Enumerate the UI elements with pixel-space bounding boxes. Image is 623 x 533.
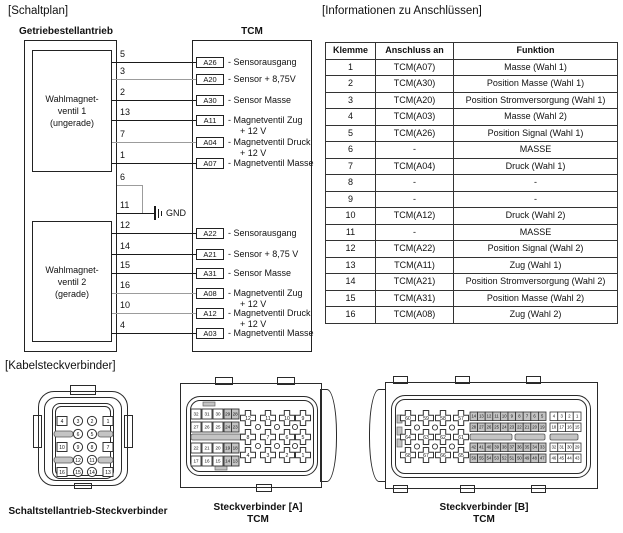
table-row [326,109,618,126]
pin-number-16: 16 [59,469,65,476]
klemme-cell: 5 [326,125,376,142]
pin-number-20: 20 [532,424,537,430]
pin-number-5: 5 [301,434,305,441]
klemme-cell: 9 [326,191,376,208]
valve2-label-line2: ventil 2 [57,276,87,287]
pin-number-6: 6 [76,431,80,438]
tcm-pin-box-A21: A21 [196,249,224,260]
anschluss-cell: TCM(A20) [376,92,454,109]
pin-number-7: 7 [266,434,270,441]
pin-number-1: 1 [301,452,305,459]
pin-number-27: 27 [193,424,199,430]
table-header-row [326,43,618,60]
table-row [326,175,618,192]
pin-number-8: 8 [90,444,94,451]
gnd-wire-pin11 [117,213,154,214]
funktion-cell: Druck (Wahl 2) [454,208,618,225]
pin-number-32: 32 [193,411,199,417]
tcm-pin-label-A12: - Magnetventil Druck [228,308,311,318]
valve2-label-line3: (gerade) [54,288,90,299]
funktion-cell: Masse (Wahl 1) [454,59,618,76]
wire-pin-number-15: 15 [120,260,131,270]
pin-number-52: 52 [501,455,507,461]
table-row [326,208,618,225]
pin-number-16: 16 [204,458,210,464]
pin-number-42: 42 [471,444,477,450]
pin-number-11: 11 [265,415,271,422]
pin-number-60: 60 [405,415,411,422]
klemme-cell: 8 [326,175,376,192]
pin-number-19: 19 [225,445,231,451]
anschluss-cell: TCM(A04) [376,158,454,175]
pin-number-2: 2 [90,418,94,425]
pin-number-2: 2 [285,452,289,459]
klemme-cell: 10 [326,208,376,225]
pin-number-40: 40 [486,444,492,450]
pin-number-4: 4 [246,452,250,459]
pin-number-23: 23 [232,424,238,430]
pin-number-12: 12 [486,413,492,419]
pin-number-61: 61 [458,434,464,441]
wire-line-pin-16 [112,293,196,294]
pin-number-31: 31 [204,411,210,417]
pin-number-6: 6 [533,413,536,419]
connector1-label: Schaltstellantrieb-Steckverbinder [8,506,168,517]
pin-number-4: 4 [552,413,556,419]
funktion-cell: Masse (Wahl 2) [454,109,618,126]
pin-number-11: 11 [494,413,499,419]
pin-number-2: 2 [568,413,571,419]
anschluss-cell: TCM(A03) [376,109,454,126]
pin-number-62: 62 [440,434,446,441]
pin-number-20: 20 [215,445,221,451]
pin-number-32: 32 [551,444,557,450]
pin-number-58: 58 [440,415,446,422]
table-row [326,257,618,274]
pin-number-26: 26 [204,424,210,430]
wire-line-pin-13 [112,120,196,121]
pin-number-22: 22 [193,445,199,451]
pin-number-5: 5 [541,413,544,419]
pin-number-5: 5 [90,431,94,438]
anschluss-cell: TCM(A08) [376,307,454,324]
table-row [326,241,618,258]
tcm-pin-label2-A08: + 12 V [240,299,267,309]
wire-line-pin-1 [112,163,196,164]
anschluss-cell: TCM(A11) [376,257,454,274]
anschluss-cell: TCM(A30) [376,76,454,93]
table-row [326,76,618,93]
pin-number-25: 25 [494,424,499,430]
tcm-pin-label-A26: - Sensorausgang [228,57,297,67]
klemme-cell: 16 [326,307,376,324]
pin-number-55: 55 [479,455,484,461]
funktion-cell: Zug (Wahl 1) [454,257,618,274]
pin-number-41: 41 [479,444,484,450]
funktion-cell: Position Signal (Wahl 2) [454,241,618,258]
pin-number-68: 68 [405,452,411,459]
anschluss-cell: - [376,191,454,208]
connector-a-label: Steckverbinder [A] [213,502,303,513]
gnd-wire-pin6 [117,185,143,186]
table-col-header: Anschluss an [376,43,454,60]
anschluss-cell: TCM(A26) [376,125,454,142]
klemme-cell: 1 [326,59,376,76]
anschluss-cell: - [376,224,454,241]
pin-number-8: 8 [246,434,250,441]
table-row [326,158,618,175]
funktion-cell: Position Stromversorgung (Wahl 1) [454,92,618,109]
connector-a-pin-grid [190,400,314,472]
anschluss-cell: TCM(A07) [376,59,454,76]
tcm-pin-label-A04: - Magnetventil Druck [228,137,311,147]
pin-number-34: 34 [532,444,537,450]
tcm-pin-box-A11: A11 [196,115,224,126]
pin-number-14: 14 [225,458,231,464]
pin-number-66: 66 [440,452,446,459]
funktion-cell: Position Masse (Wahl 1) [454,76,618,93]
table-row [326,274,618,291]
wire-line-pin-14 [112,254,196,255]
pin-number-43: 43 [574,455,580,461]
tcm-pin-box-A26: A26 [196,57,224,68]
pin-number-37: 37 [509,444,515,450]
funktion-cell: - [454,191,618,208]
pin-number-13: 13 [232,458,238,464]
tcm-pin-label-A30: - Sensor Masse [228,95,292,105]
tcm-pin-label-A20: - Sensor + 8,75V [228,74,296,84]
pin-number-38: 38 [501,444,507,450]
tcm-pin-label-A11: - Magnetventil Zug [228,115,303,125]
pin-number-18: 18 [232,445,238,451]
funktion-cell: Position Masse (Wahl 2) [454,290,618,307]
tcm-title: TCM [241,26,263,37]
anschluss-cell: TCM(A21) [376,274,454,291]
pin-number-57: 57 [458,415,464,422]
tcm-pin-box-A07: A07 [196,158,224,169]
wire-line-pin-7 [112,142,196,143]
pin-number-16: 16 [567,424,572,430]
table-row [326,142,618,159]
tcm-pin-label2-A11: + 12 V [240,126,267,136]
valve1-label-line2: ventil 1 [57,106,87,116]
table-row [326,224,618,241]
pin-number-26: 26 [486,424,492,430]
connector-b-flange [369,389,386,482]
klemme-cell: 12 [326,241,376,258]
pin-number-33: 33 [539,444,545,450]
pin-number-49: 49 [524,455,530,461]
pin-number-46: 46 [551,455,557,461]
pin-number-44: 44 [567,455,572,461]
ground-icon-bar3 [161,211,162,216]
pin-number-54: 54 [486,455,492,461]
pin-number-28: 28 [471,424,477,430]
pin-number-7: 7 [525,413,529,419]
funktion-cell: Position Signal (Wahl 1) [454,125,618,142]
gnd-pin-number-bottom: 11 [120,200,130,210]
pin-number-64: 64 [405,434,411,441]
wire-line-pin-4 [112,333,196,334]
pin-number-27: 27 [479,424,484,430]
pin-number-30: 30 [215,411,221,417]
anschluss-cell: - [376,142,454,159]
ground-icon-bar2 [158,209,159,218]
pin-number-65: 65 [458,452,464,459]
pin-number-24: 24 [225,424,231,430]
pin-number-51: 51 [509,455,515,461]
gnd-pin-number-top: 6 [120,172,126,182]
tcm-pin-label-A08: - Magnetventil Zug [228,288,303,298]
pin-number-28: 28 [232,411,238,417]
tcm-pin-label2-A12: + 12 V [240,319,267,329]
table-col-header: Klemme [326,43,376,60]
tcm-pin-label-A07: - Magnetventil Masse [228,158,314,168]
anschluss-cell: TCM(A31) [376,290,454,307]
wire-pin-number-2: 2 [120,87,126,97]
klemme-cell: 15 [326,290,376,307]
tcm-pin-box-A20: A20 [196,74,224,85]
pin-number-56: 56 [471,455,477,461]
table-row [326,307,618,324]
pin-number-31: 31 [559,444,564,450]
pin-number-13: 13 [105,469,111,476]
klemme-cell: 7 [326,158,376,175]
pin-number-63: 63 [423,434,429,441]
wire-line-pin-5 [112,62,196,63]
funktion-cell: Zug (Wahl 2) [454,307,618,324]
anschluss-table [325,42,618,324]
tcm-pin-box-A08: A08 [196,288,224,299]
pin-number-11: 11 [89,457,95,464]
pin-number-6: 6 [285,434,289,441]
wire-pin-number-16: 16 [120,280,131,290]
wire-pin-number-7: 7 [120,129,126,139]
pin-number-15: 15 [574,424,580,430]
pin-number-12: 12 [245,415,251,422]
connector-a-flange [320,389,337,482]
pin-number-15: 15 [75,469,81,476]
valve2-label-line1: Wahlmagnet- [45,264,99,275]
klemme-cell: 13 [326,257,376,274]
klemme-cell: 4 [326,109,376,126]
pin-number-19: 19 [539,424,545,430]
pin-number-47: 47 [539,455,545,461]
pin-number-29: 29 [574,444,580,450]
pin-number-39: 39 [494,444,499,450]
pin-number-17: 17 [559,424,564,430]
pin-number-1: 1 [575,413,579,419]
anschluss-cell: - [376,175,454,192]
wire-line-pin-15 [112,273,196,274]
pin-number-7: 7 [106,444,110,451]
funktion-cell: - [454,175,618,192]
pin-number-17: 17 [193,458,199,464]
wire-line-pin-10 [112,313,196,314]
valve1-label-line3: (ungerade) [49,118,95,128]
pin-number-10: 10 [59,444,65,451]
anschluss-cell: TCM(A12) [376,208,454,225]
pin-number-1: 1 [106,418,110,425]
pin-number-3: 3 [560,413,563,419]
tcm-pin-label-A22: - Sensorausgang [228,228,297,238]
pin-number-59: 59 [423,415,429,422]
pin-number-14: 14 [471,413,477,419]
connector1-pin-grid [52,403,114,479]
kabelsteckverbinder-section-title: [Kabelsteckverbinder] [5,360,116,372]
table-row [326,191,618,208]
pin-number-10: 10 [284,415,290,422]
table-row [326,290,618,307]
klemme-cell: 11 [326,224,376,241]
pin-number-18: 18 [551,424,557,430]
pin-number-21: 21 [204,445,210,451]
pin-number-12: 12 [75,457,81,464]
table-row [326,125,618,142]
funktion-cell: Druck (Wahl 1) [454,158,618,175]
pin-number-4: 4 [60,418,64,425]
pin-number-3: 3 [76,418,80,425]
pin-number-50: 50 [517,455,522,461]
klemme-cell: 6 [326,142,376,159]
wire-pin-number-13: 13 [120,107,131,117]
table-row [326,59,618,76]
wire-pin-number-3: 3 [120,66,126,76]
pin-number-8: 8 [518,413,521,419]
pin-number-13: 13 [479,413,484,419]
valve1-box [32,50,112,172]
tcm-pin-label-A21: - Sensor + 8,75 V [228,249,299,259]
wire-line-pin-12 [112,233,196,234]
funktion-cell: MASSE [454,224,618,241]
tcm-pin-label-A03: - Magnetventil Masse [228,328,314,338]
ground-icon [154,206,156,220]
schaltplan-section-title: [Schaltplan] [8,5,69,17]
tcm-pin-box-A30: A30 [196,95,224,106]
wire-pin-number-5: 5 [120,49,126,59]
actuator-title: Getriebestellantrieb [19,26,113,37]
connector-a-sublabel: TCM [247,514,269,525]
pin-number-35: 35 [524,444,530,450]
tcm-pin-box-A03: A03 [196,328,224,339]
tcm-pin-box-A31: A31 [196,268,224,279]
pin-number-24: 24 [501,424,507,430]
anschluss-section-title: [Informationen zu Anschlüssen] [322,5,482,17]
valve1-label-line1: Wahlmagnet- [45,94,99,104]
wire-pin-number-1: 1 [120,150,126,160]
klemme-cell: 14 [326,274,376,291]
pin-number-9: 9 [510,413,513,419]
pin-number-36: 36 [517,444,522,450]
table-row [326,92,618,109]
funktion-cell: Position Stromversorgung (Wahl 2) [454,274,618,291]
klemme-cell: 3 [326,92,376,109]
pin-number-67: 67 [423,452,429,459]
wire-pin-number-14: 14 [120,241,131,251]
pin-number-53: 53 [494,455,499,461]
pin-number-23: 23 [509,424,515,430]
pin-number-22: 22 [517,424,522,430]
anschluss-cell: TCM(A22) [376,241,454,258]
pin-number-48: 48 [532,455,537,461]
klemme-cell: 2 [326,76,376,93]
table-col-header: Funktion [454,43,618,60]
connector-b-sublabel: TCM [473,514,495,525]
tcm-pin-box-A22: A22 [196,228,224,239]
wire-pin-number-10: 10 [120,300,131,310]
pin-number-45: 45 [559,455,564,461]
pin-number-30: 30 [567,444,572,450]
wire-pin-number-4: 4 [120,320,126,330]
wire-line-pin-3 [112,79,196,80]
tcm-pin-label-A31: - Sensor Masse [228,268,292,278]
pin-number-29: 29 [225,411,231,417]
gnd-label: GND [166,208,186,218]
tcm-pin-label2-A04: + 12 V [240,148,267,158]
pin-number-10: 10 [501,413,507,419]
wire-pin-number-12: 12 [120,220,131,230]
pin-number-9: 9 [76,444,80,451]
funktion-cell: MASSE [454,142,618,159]
gnd-wire-junction [142,185,143,214]
connector-b-label: Steckverbinder [B] [439,502,529,513]
pin-number-21: 21 [524,424,530,430]
valve2-box [32,221,112,342]
pin-number-3: 3 [266,452,270,459]
tcm-pin-box-A12: A12 [196,308,224,319]
pin-number-25: 25 [215,424,221,430]
wire-line-pin-2 [112,100,196,101]
pin-number-9: 9 [301,415,305,422]
pin-number-14: 14 [89,469,95,476]
tcm-pin-box-A04: A04 [196,137,224,148]
connector-b-pin-grid [395,399,587,474]
pin-number-15: 15 [215,458,221,464]
